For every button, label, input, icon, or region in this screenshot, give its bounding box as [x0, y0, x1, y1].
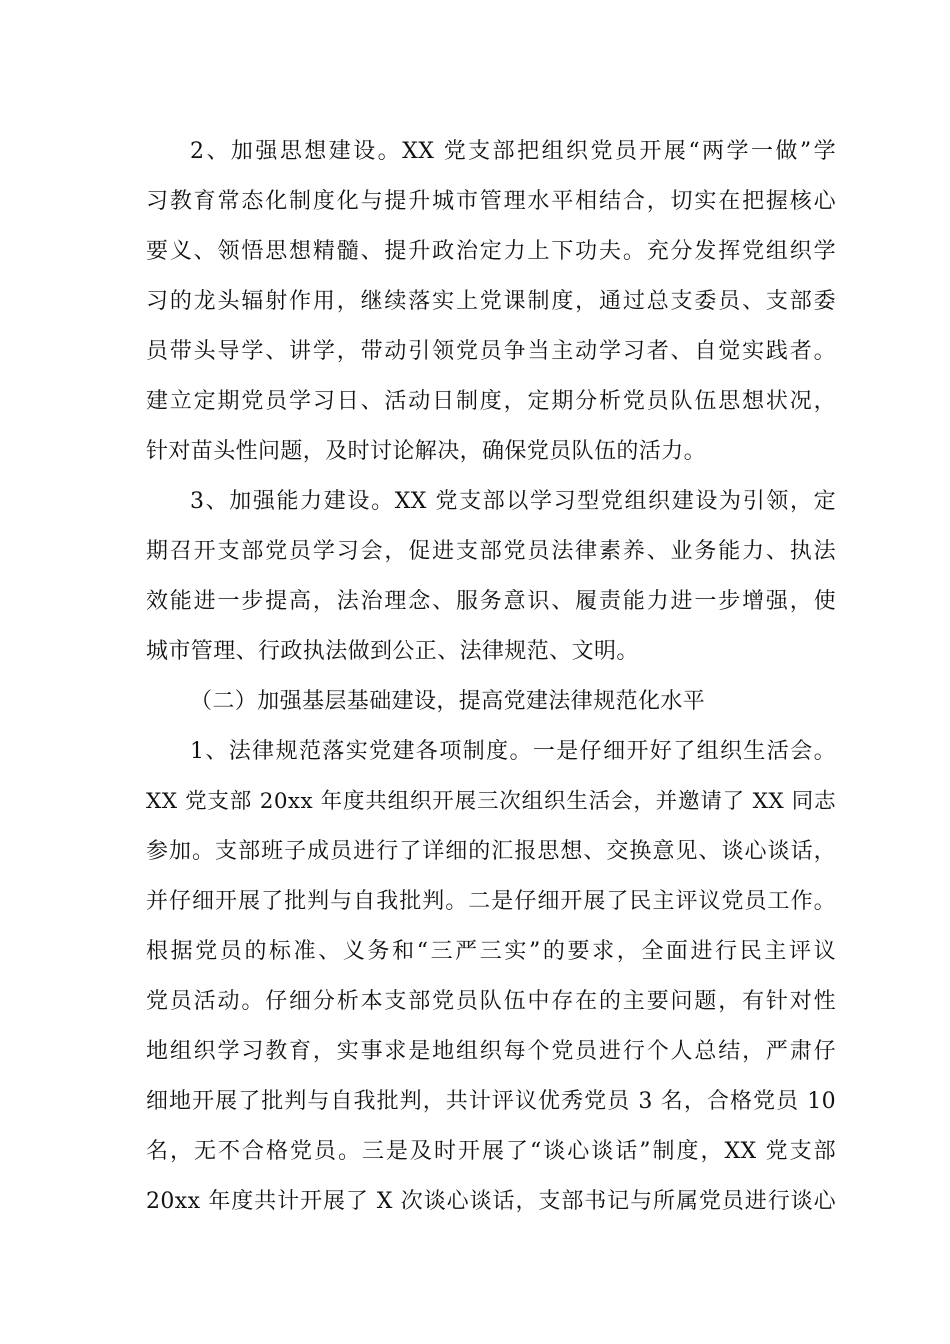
text-line: 1、法律规范落实党建各项制度。一是仔细开好了组织生活会。 — [190, 739, 836, 764]
text-line: 城市管理、行政执法做到公正、法律规范、文明。 — [146, 639, 639, 664]
text-line: 并仔细开展了批判与自我批判。二是仔细开展了民主评议党员工作。 — [146, 889, 836, 914]
text-line: XX 党支部 20xx 年度共组织开展三次组织生活会，并邀请了 XX 同志 — [146, 789, 836, 814]
text-line: 效能进一步提高，法治理念、服务意识、履责能力进一步增强，使 — [146, 589, 836, 614]
text-line: 20xx 年度共计开展了 X 次谈心谈话，支部书记与所属党员进行谈心 — [146, 1189, 836, 1214]
text-line: 针对苗头性问题，及时讨论解决，确保党员队伍的活力。 — [146, 439, 707, 464]
text-line: 参加。支部班子成员进行了详细的汇报思想、交换意见、谈心谈话， — [146, 839, 836, 864]
section-heading: （二）加强基层基础建设，提高党建法律规范化水平 — [190, 689, 706, 714]
text-line: 3、加强能力建设。XX 党支部以学习型党组织建设为引领，定 — [190, 489, 836, 514]
text-line: 要义、领悟思想精髓、提升政治定力上下功夫。充分发挥党组织学 — [146, 239, 836, 264]
text-line: 2、加强思想建设。XX 党支部把组织党员开展“两学一做”学 — [190, 139, 836, 164]
text-line: 名，无不合格党员。三是及时开展了“谈心谈话”制度，XX 党支部 — [146, 1139, 836, 1164]
text-line: 建立定期党员学习日、活动日制度，定期分析党员队伍思想状况， — [146, 389, 836, 414]
text-line: 党员活动。仔细分析本支部党员队伍中存在的主要问题，有针对性 — [146, 989, 836, 1014]
text-line: 员带头导学、讲学，带动引领党员争当主动学习者、自觉实践者。 — [146, 339, 836, 364]
text-line: 习教育常态化制度化与提升城市管理水平相结合，切实在把握核心 — [146, 189, 836, 214]
text-line: 细地开展了批判与自我批判，共计评议优秀党员 3 名，合格党员 10 — [146, 1089, 836, 1114]
text-line: 地组织学习教育，实事求是地组织每个党员进行个人总结，严肃仔 — [146, 1039, 836, 1064]
text-line: 期召开支部党员学习会，促进支部党员法律素养、业务能力、执法 — [146, 539, 836, 564]
text-line: 习的龙头辐射作用，继续落实上党课制度，通过总支委员、支部委 — [146, 289, 836, 314]
text-line: 根据党员的标准、义务和“三严三实”的要求，全面进行民主评议 — [146, 939, 836, 964]
